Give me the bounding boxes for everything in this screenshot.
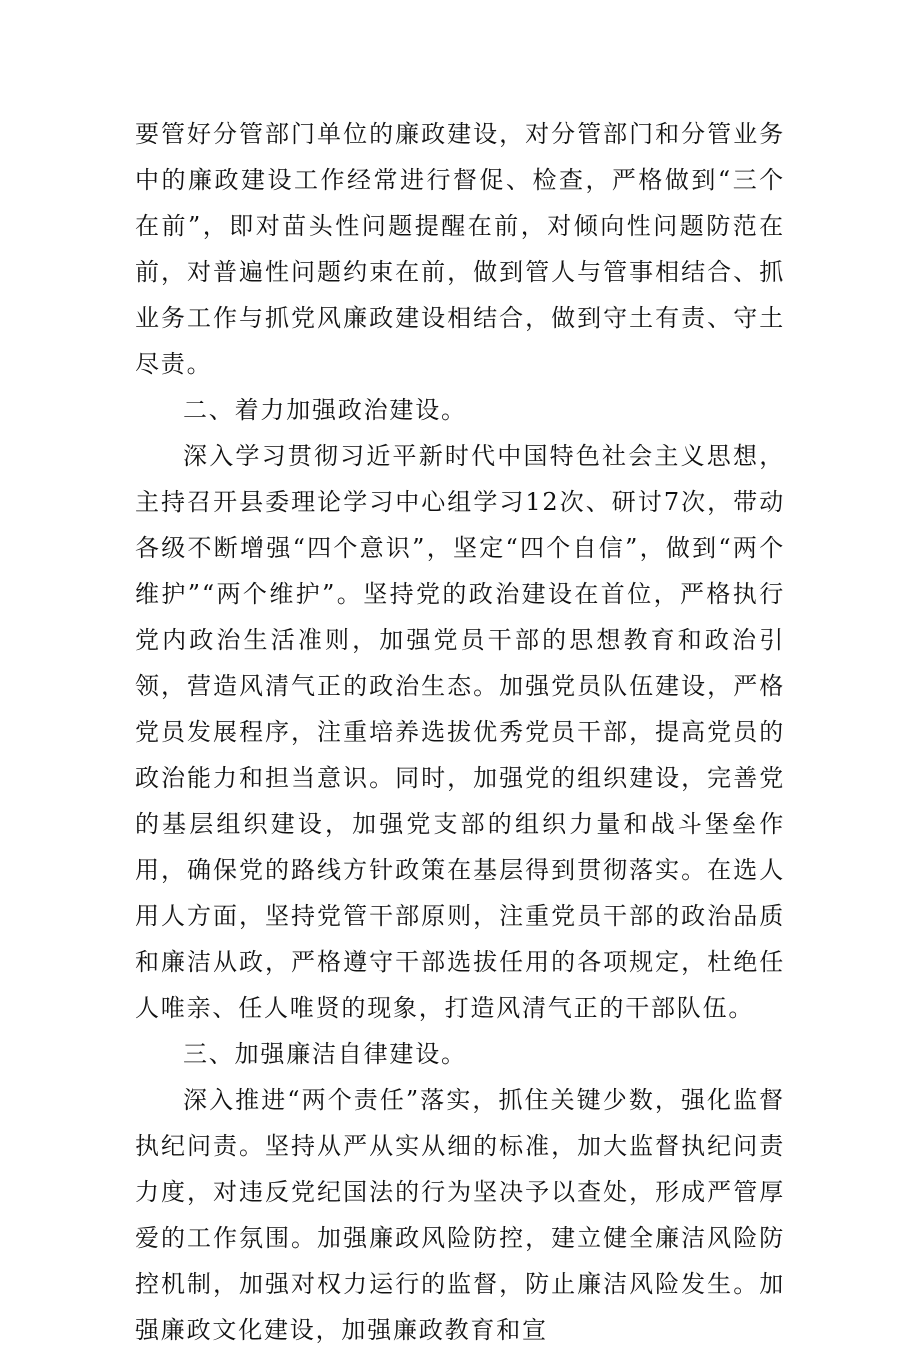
document-body [135, 111, 785, 1353]
section-heading-2: 二、着力加强政治建设。 [183, 396, 467, 424]
section-heading-3: 三、加强廉洁自律建设。 [183, 1040, 467, 1068]
paragraph-political-building: 深入学习贯彻习近平新时代中国特色社会主义思想，主持召开县委理论学习中心组学习12次、研讨7次，带动各级不断增强“四个意识”，坚定“四个自信”，做到“两个维护”“两个维护”。坚持党的政治建设在首位，严格执行党内政治生活准则，加强党员干部的思想教育和政治引领，营造风清气正的政治生态。加强党员队伍建设，严格党员发展程序，注重培养选拔优秀党员干部，提高党员的政治能力和担当意识。同时，加强党的组织建设，完善党的基层组织建设，加强党支部的组织力量和战斗堡垒作用，确保党的路线方针政策在基层得到贯彻落实。在选人用人方面，坚持党管干部原则，注重党员干部的政治品质和廉洁从政，严格遵守干部选拔任用的各项规定，杜绝任人唯亲、任人唯贤的现象，打造风清气正的干部队伍。 [135, 442, 785, 1022]
paragraph-integrity-building: 深入推进“两个责任”落实，抓住关键少数，强化监督执纪问责。坚持从严从实从细的标准，加大监督执纪问责力度，对违反党纪国法的行为坚决予以查处，形成严管厚爱的工作氛围。加强廉政风险防控，建立健全廉洁风险防控机制，加强对权力运行的监督，防止廉洁风险发生。加强廉政文化建设，加强廉政教育和宣 [135, 1086, 785, 1344]
paragraph-continuation: 要管好分管部门单位的廉政建设，对分管部门和分管业务中的廉政建设工作经常进行督促、检查，严格做到“三个在前”，即对苗头性问题提醒在前，对倾向性问题防范在前，对普遍性问题约束在前，做到管人与管事相结合、抓业务工作与抓党风廉政建设相结合，做到守土有责、守土尽责。 [135, 120, 785, 378]
